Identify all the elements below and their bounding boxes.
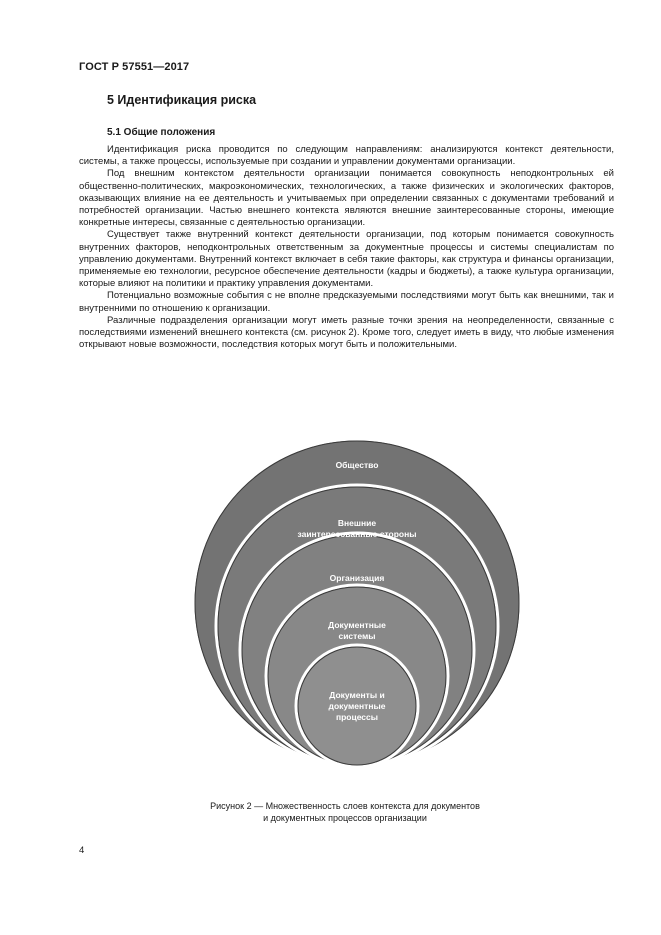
figure-caption xyxy=(180,800,510,824)
context-layers-figure xyxy=(192,438,522,768)
paragraph: Различные подразделения организации могут иметь разные точки зрения на неопределенности, связанные с последствиями изменений внешнего контекста (см. рисунок 2). Кроме того, следует иметь в виду, что любые изменения открывают новые возможности, последствия которых могут быть и положительными. xyxy=(79,314,614,351)
body-text xyxy=(79,144,614,351)
paragraph: Существует также внутренний контекст деятельности организации, под которым понимается совокупность внутренних факторов, неподконтрольных ответственным за документные процессы и системы специалистам по управлению документами. Внутренний контекст включает в себя такие факторы, как структура и финансы организации, применяемые ею технологии, ресурсное обеспечение деятельности (кадры и бюджеты), а также культура организации, которые влияют на политики и практику управления документами. xyxy=(79,229,614,290)
page-number: 4 xyxy=(79,845,85,856)
layer-documents-processes-label: Документы и xyxy=(329,690,385,700)
layer-documents-processes-label: документные xyxy=(328,701,386,711)
caption-line: Рисунок 2 — Множественность слоев контекста для документов xyxy=(210,801,480,811)
document-standard-header: ГОСТ Р 57551—2017 xyxy=(79,61,190,73)
paragraph: Потенциально возможные события с не вполне предсказуемыми последствиями могут быть как внешними, так и внутренними по отношению к организации. xyxy=(79,290,614,314)
section-title: 5 Идентификация риска xyxy=(107,93,257,107)
layer-documents-processes-label: процессы xyxy=(335,712,379,722)
layer-external-stakeholders-label: заинтересованные стороны xyxy=(297,529,417,539)
layer-society-label: Общество xyxy=(335,460,379,470)
paragraph: Под внешним контекстом деятельности организации понимается совокупность неподконтрольных ей общественно-политических, макроэкономических, технологических, а также физических и экологических факторов, оказывающих влияние на ее деятельность и учитываемых при определении связанных с документами требований и потребностей организации. Частью внешнего контекста являются внешние заинтересованные стороны, имеющие конкретные интересы, связанные с деятельностью организации. xyxy=(79,168,614,229)
layer-external-stakeholders-label: Внешние xyxy=(337,518,377,528)
paragraph: Идентификация риска проводится по следующим направлениям: анализируются контекст деятельности, системы, а также процессы, используемые при создании и управлении документами организации. xyxy=(79,144,614,168)
nested-circles-diagram xyxy=(192,438,522,768)
layer-organization-label: Организация xyxy=(329,573,385,583)
layer-document-systems-label: Документные xyxy=(328,620,386,630)
layer-document-systems-label: системы xyxy=(338,631,376,641)
subsection-title: 5.1 Общие положения xyxy=(107,127,216,138)
caption-line: и документных процессов организации xyxy=(263,813,427,823)
